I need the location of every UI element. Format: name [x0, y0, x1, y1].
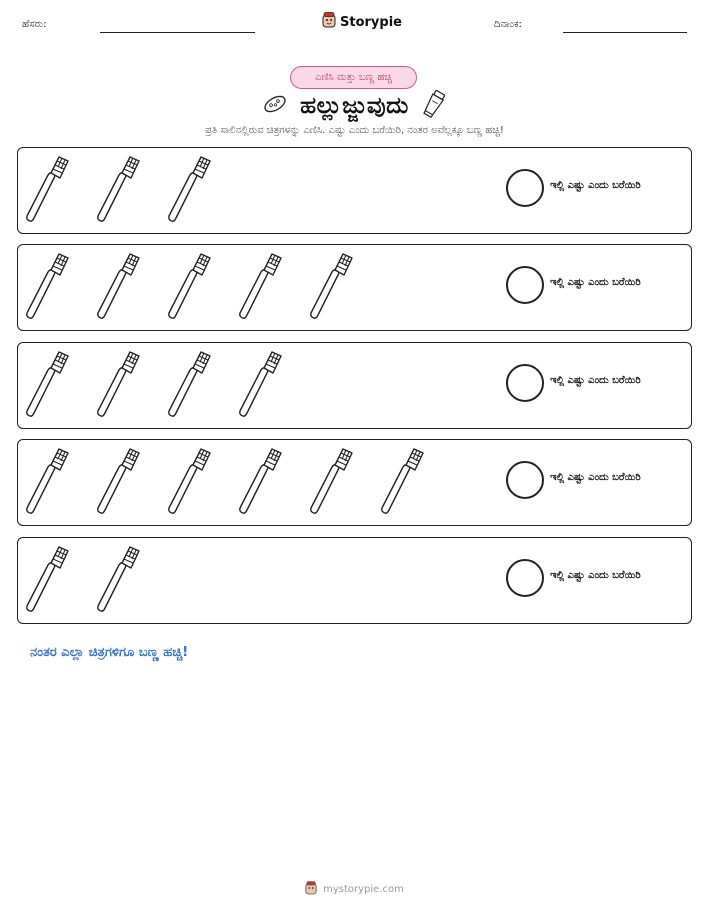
- toothbrush-icon: [24, 346, 95, 426]
- count-row-4: [17, 439, 692, 526]
- toothbrush-icon: [308, 248, 379, 328]
- toothbrush-icon: [24, 151, 95, 231]
- toothbrush-icon: [237, 443, 308, 523]
- toothbrush-icon: [166, 346, 237, 426]
- toothbrush-icon: [95, 443, 166, 523]
- name-label: ಹೆಸರು:: [22, 19, 47, 30]
- brand-logo: [322, 12, 402, 32]
- toothpaste-icon: [421, 88, 447, 124]
- instructions: ಪ್ರತಿ ಸಾಲಿನಲ್ಲಿರುವ ಚಿತ್ರಗಳನ್ನು ಎಣಿಸಿ. ಎಷ್ಟು ಎಂದು ಬರೆಯಿರಿ, ನಂತರ ಅವೆಲ್ಲಕ್ಕೂ ಬಣ್ಣ ಹಚ್ಚಿ!: [205, 125, 504, 136]
- count-row-2: [17, 244, 692, 331]
- count-row-5: [17, 537, 692, 624]
- answer-label: ಇಲ್ಲಿ ಎಷ್ಟು ಎಂದು ಬರೆಯಿರಿ: [550, 570, 641, 581]
- toothbrush-icon: [308, 443, 379, 523]
- toothbrush-group: [24, 443, 450, 523]
- date-line[interactable]: [563, 32, 687, 33]
- toothbrush-group: [24, 346, 308, 426]
- activity-badge: ಎಣಿಸಿ ಮತ್ತು ಬಣ್ಣ ಹಚ್ಚಿ: [290, 66, 417, 89]
- toothbrush-icon: [237, 346, 308, 426]
- brand-name: Storypie: [340, 14, 402, 30]
- toothbrush-icon: [95, 346, 166, 426]
- answer-label: ಇಲ್ಲಿ ಎಷ್ಟು ಎಂದು ಬರೆಯಿರಿ: [550, 472, 641, 483]
- answer-circle[interactable]: [506, 266, 544, 304]
- date-label: ದಿನಾಂಕ:: [494, 19, 522, 30]
- toothbrush-icon: [379, 443, 450, 523]
- toothbrush-icon: [166, 151, 237, 231]
- answer-circle[interactable]: [506, 559, 544, 597]
- answer-label: ಇಲ್ಲಿ ಎಷ್ಟು ಎಂದು ಬರೆಯಿರಿ: [550, 375, 641, 386]
- toothbrush-group: [24, 248, 379, 328]
- answer-circle[interactable]: [506, 169, 544, 207]
- toothbrush-group: [24, 151, 237, 231]
- toothbrush-icon: [24, 541, 95, 621]
- answer-label: ಇಲ್ಲಿ ಎಷ್ಟು ಎಂದು ಬರೆಯಿರಿ: [550, 180, 641, 191]
- count-row-1: [17, 147, 692, 234]
- count-row-3: [17, 342, 692, 429]
- answer-label: ಇಲ್ಲಿ ಎಷ್ಟು ಎಂದು ಬರೆಯಿರಿ: [550, 277, 641, 288]
- toothbrush-icon: [95, 248, 166, 328]
- toothbrush-icon: [24, 443, 95, 523]
- toothbrush-icon: [95, 151, 166, 231]
- footer-note: ನಂತರ ಎಲ್ಲಾ ಚಿತ್ರಗಳಿಗೂ ಬಣ್ಣ ಹಚ್ಚಿ!: [30, 645, 189, 660]
- toothbrush-group: [24, 541, 166, 621]
- title-row: [0, 90, 709, 122]
- storypie-mascot-icon: [322, 12, 336, 32]
- toothbrush-icon: [24, 248, 95, 328]
- storypie-mascot-icon: [305, 880, 317, 899]
- toothbrush-icon: [95, 541, 166, 621]
- toothbrush-icon: [166, 443, 237, 523]
- toothbrush-icon: [166, 248, 237, 328]
- answer-circle[interactable]: [506, 364, 544, 402]
- page-title: ಹಲ್ಲುಜ್ಜುವುದು: [300, 93, 409, 119]
- toothbrush-icon: [237, 248, 308, 328]
- name-line[interactable]: [100, 32, 255, 33]
- soap-icon: [262, 92, 288, 120]
- answer-circle[interactable]: [506, 461, 544, 499]
- footer-site: mystorypie.com: [323, 884, 404, 895]
- footer-logo: [0, 880, 709, 899]
